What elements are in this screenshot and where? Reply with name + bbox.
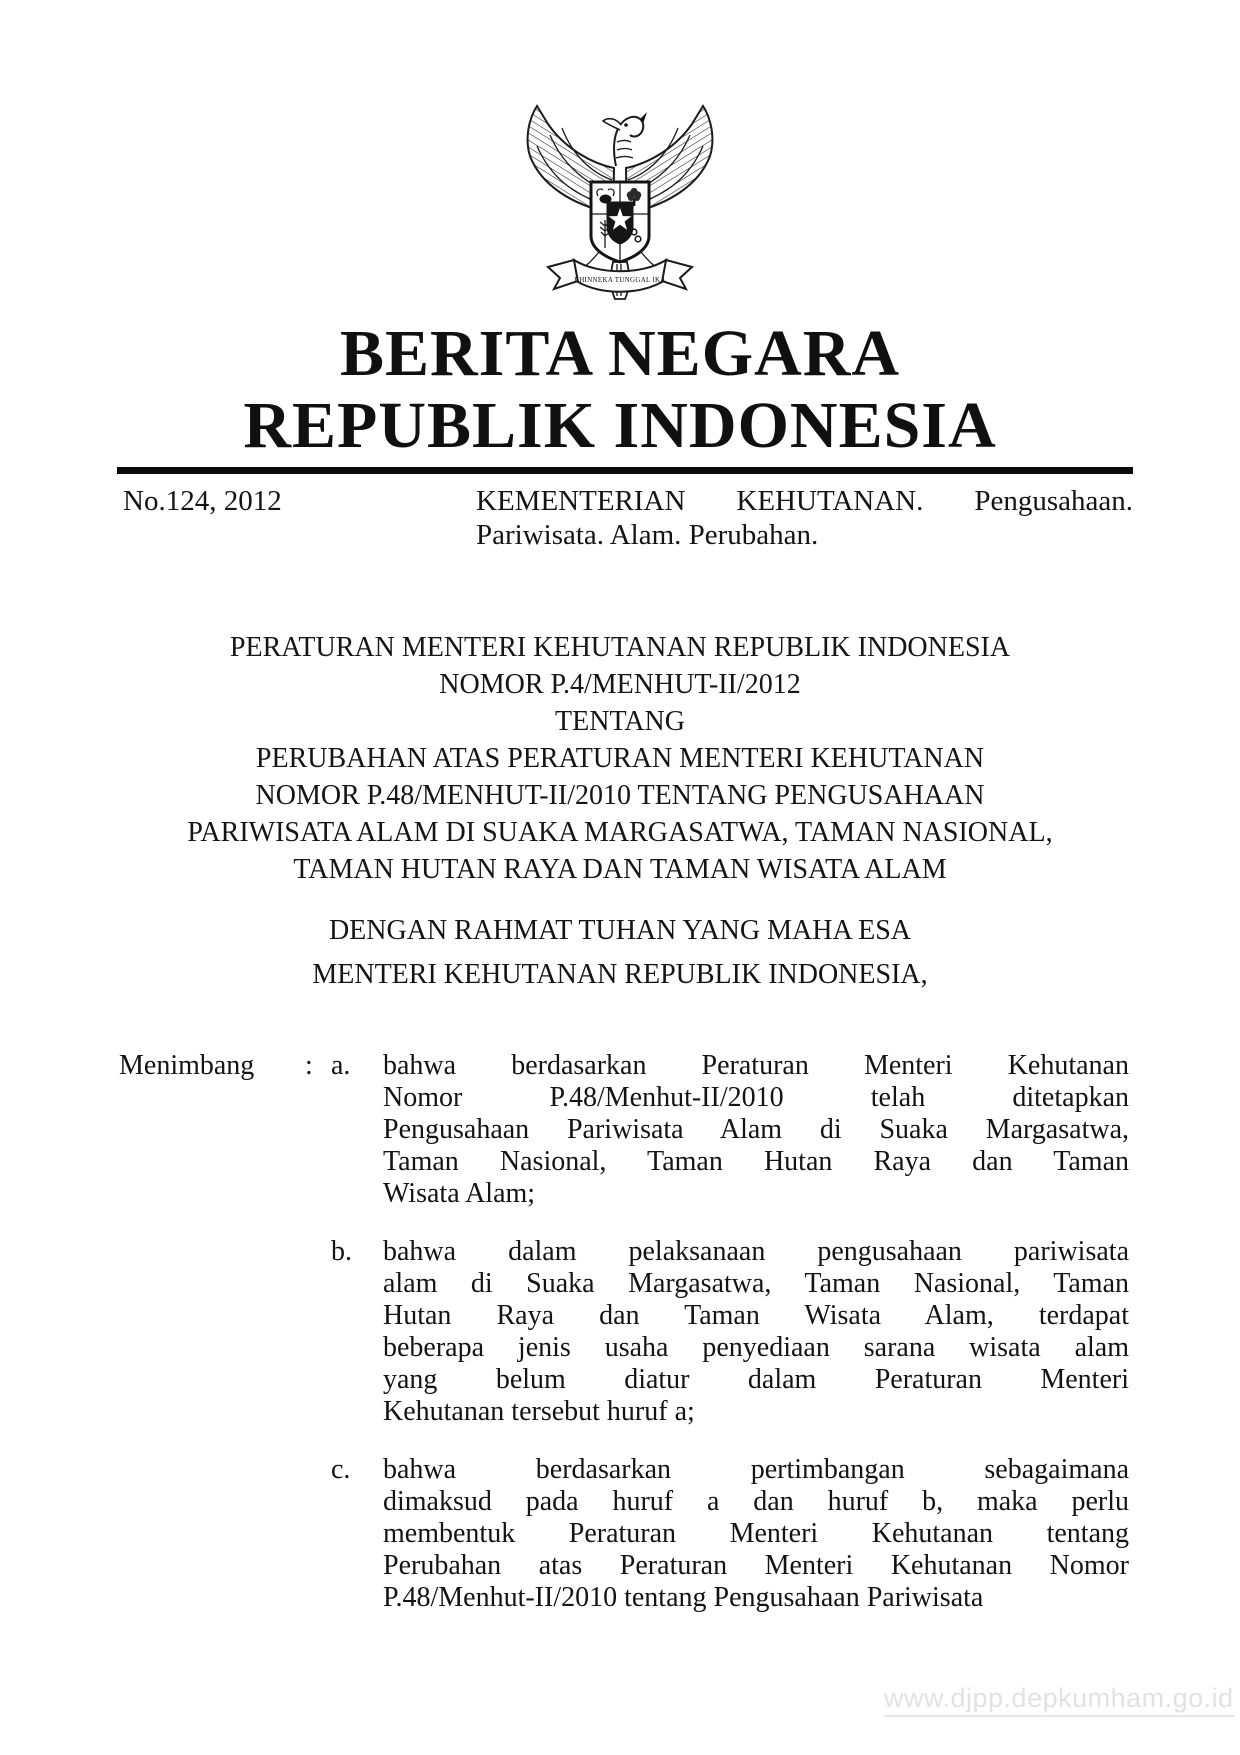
- item-text-line: yang belum diatur dalam Peraturan Menteri: [383, 1364, 1129, 1395]
- subject-line-1: KEMENTERIAN KEHUTANAN. Pengusahaan.: [476, 485, 1133, 517]
- masthead-line-2: REPUBLIK INDONESIA: [243, 389, 997, 462]
- spacer: [305, 1236, 331, 1428]
- invocation-line: DENGAN RAHMAT TUHAN YANG MAHA ESA: [328, 915, 912, 946]
- garuda-emblem-icon: [520, 90, 720, 310]
- title-line: PERATURAN MENTERI KEHUTANAN REPUBLIK INDONESIA: [229, 632, 1011, 663]
- item-text-line: bahwa berdasarkan Peraturan Menteri Kehutanan: [383, 1050, 1129, 1081]
- item-marker: b.: [331, 1236, 352, 1267]
- gazette-number: No.124, 2012: [123, 485, 282, 517]
- consideration-item-a: [119, 1050, 1129, 1210]
- watermark-url: www.djpp.depkumham.go.id: [884, 1684, 1234, 1717]
- consideration-item-c: [119, 1454, 1129, 1614]
- masthead-divider: [117, 467, 1133, 474]
- item-text-line: dimaksud pada huruf a dan huruf b, maka perlu: [383, 1486, 1129, 1517]
- title-line: PERUBAHAN ATAS PERATURAN MENTERI KEHUTANAN: [255, 743, 985, 774]
- emblem-motto: BHINNEKA TUNGGAL IKA: [574, 276, 666, 284]
- title-line: NOMOR P.4/MENHUT-II/2012: [439, 669, 801, 700]
- subject-line-2: Pariwisata. Alam. Perubahan.: [476, 519, 819, 551]
- item-text-line: Pengusahaan Pariwisata Alam di Suaka Margasatwa,: [383, 1114, 1129, 1145]
- item-text-line: membentuk Peraturan Menteri Kehutanan tentang: [383, 1518, 1129, 1549]
- item-text-line: bahwa dalam pelaksanaan pengusahaan pariwisata: [383, 1236, 1129, 1267]
- considerations-label: Menimbang: [119, 1050, 255, 1081]
- item-text-line: Wisata Alam;: [383, 1178, 536, 1209]
- masthead: [0, 318, 1240, 462]
- spacer: [119, 1236, 305, 1428]
- item-marker: a.: [331, 1050, 351, 1081]
- garuda-pancasila-emblem: [520, 90, 720, 310]
- item-text-line: Hutan Raya dan Taman Wisata Alam, terdapat: [383, 1300, 1129, 1331]
- item-text-line: bahwa berdasarkan pertimbangan sebagaimana: [383, 1454, 1129, 1485]
- regulation-title: [0, 629, 1240, 888]
- item-text-line: P.48/Menhut-II/2010 tentang Pengusahaan Pariwisata: [383, 1582, 984, 1613]
- item-text-line: Taman Nasional, Taman Hutan Raya dan Taman: [383, 1146, 1129, 1177]
- item-text: [383, 1050, 1129, 1210]
- title-line: TENTANG: [555, 706, 685, 737]
- item-text-line: Nomor P.48/Menhut-II/2010 telah ditetapkan: [383, 1082, 1129, 1113]
- spacer: [119, 1454, 305, 1614]
- gazette-subject: [476, 484, 1133, 552]
- authority-line: MENTERI KEHUTANAN REPUBLIK INDONESIA,: [312, 959, 928, 990]
- consideration-item-b: [119, 1236, 1129, 1428]
- item-text: [383, 1454, 1129, 1614]
- title-line: PARIWISATA ALAM DI SUAKA MARGASATWA, TAMAN NASIONAL,: [187, 817, 1053, 848]
- considerations-colon: :: [305, 1050, 313, 1081]
- item-text-line: Kehutanan tersebut huruf a;: [383, 1396, 695, 1427]
- item-marker: c.: [331, 1454, 351, 1485]
- item-text-line: beberapa jenis usaha penyediaan sarana wisata alam: [383, 1332, 1129, 1363]
- title-line: TAMAN HUTAN RAYA DAN TAMAN WISATA ALAM: [293, 854, 947, 885]
- considerations-section: [119, 1050, 1129, 1614]
- masthead-line-1: BERITA NEGARA: [339, 317, 901, 390]
- spacer: [305, 1454, 331, 1614]
- item-text-line: Perubahan atas Peraturan Menteri Kehutanan Nomor: [383, 1550, 1129, 1581]
- item-text-line: alam di Suaka Margasatwa, Taman Nasional, Taman: [383, 1268, 1129, 1299]
- title-line: NOMOR P.48/MENHUT-II/2010 TENTANG PENGUSAHAAN: [255, 780, 985, 811]
- preamble: [0, 912, 1240, 993]
- item-text: [383, 1236, 1129, 1428]
